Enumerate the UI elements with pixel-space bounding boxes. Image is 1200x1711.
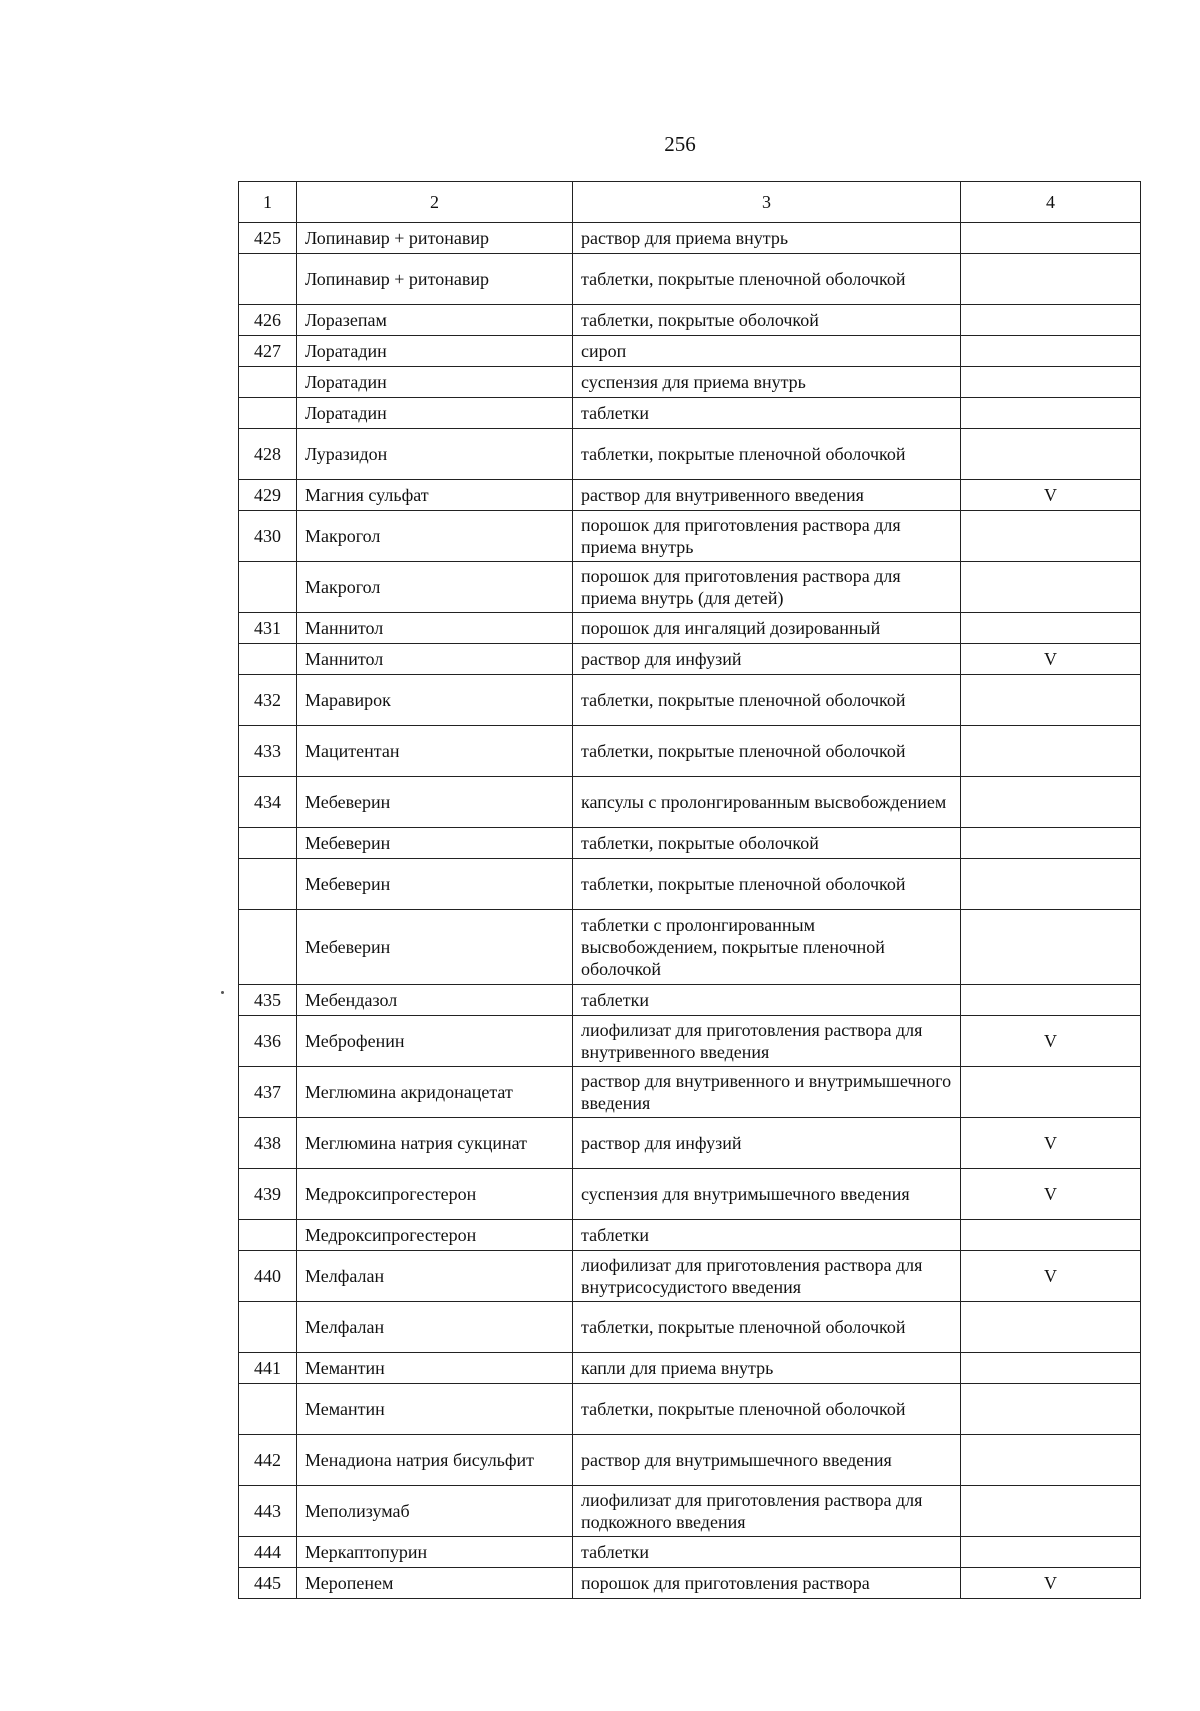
row-number-cell: 433	[239, 726, 297, 777]
table-row	[239, 429, 1141, 480]
table-row	[239, 1220, 1141, 1251]
mark-cell	[961, 1384, 1141, 1435]
mark-cell	[961, 1537, 1141, 1568]
dosage-form-cell: таблетки, покрытые пленочной оболочкой	[573, 254, 961, 305]
row-number-cell	[239, 1302, 297, 1353]
table-body	[239, 223, 1141, 1599]
mark-cell	[961, 511, 1141, 562]
mark-cell: V	[961, 1568, 1141, 1599]
drug-name-cell: Медроксипрогестерон	[297, 1220, 573, 1251]
table-row	[239, 336, 1141, 367]
table-row	[239, 254, 1141, 305]
drug-name-cell: Макрогол	[297, 562, 573, 613]
table-row	[239, 305, 1141, 336]
table-row	[239, 1118, 1141, 1169]
row-number-cell: 434	[239, 777, 297, 828]
table-row	[239, 1067, 1141, 1118]
drug-name-cell: Лоратадин	[297, 398, 573, 429]
dosage-form-cell: капли для приема внутрь	[573, 1353, 961, 1384]
row-number-cell: 431	[239, 613, 297, 644]
drug-name-cell: Меглюмина акридонацетат	[297, 1067, 573, 1118]
drug-name-cell: Мемантин	[297, 1384, 573, 1435]
dosage-form-cell: порошок для приготовления раствора	[573, 1568, 961, 1599]
mark-cell	[961, 675, 1141, 726]
row-number-cell	[239, 398, 297, 429]
drug-name-cell: Макрогол	[297, 511, 573, 562]
dosage-form-cell: таблетки	[573, 1220, 961, 1251]
mark-cell: V	[961, 1169, 1141, 1220]
table-row	[239, 1353, 1141, 1384]
dosage-form-cell: таблетки, покрытые пленочной оболочкой	[573, 859, 961, 910]
table-row	[239, 859, 1141, 910]
drug-name-cell: Луразидон	[297, 429, 573, 480]
drug-name-cell: Магния сульфат	[297, 480, 573, 511]
table-row	[239, 1016, 1141, 1067]
dosage-form-cell: суспензия для внутримышечного введения	[573, 1169, 961, 1220]
table-row	[239, 511, 1141, 562]
dosage-form-cell: таблетки, покрытые пленочной оболочкой	[573, 429, 961, 480]
mark-cell	[961, 562, 1141, 613]
dosage-form-cell: таблетки, покрытые пленочной оболочкой	[573, 1384, 961, 1435]
row-number-cell	[239, 910, 297, 985]
table-row	[239, 675, 1141, 726]
dosage-form-cell: таблетки, покрытые пленочной оболочкой	[573, 675, 961, 726]
row-number-cell: 438	[239, 1118, 297, 1169]
mark-cell	[961, 613, 1141, 644]
table-row	[239, 398, 1141, 429]
dosage-form-cell: таблетки, покрытые оболочкой	[573, 828, 961, 859]
dosage-form-cell: раствор для приема внутрь	[573, 223, 961, 254]
drug-name-cell: Мелфалан	[297, 1302, 573, 1353]
dosage-form-cell: лиофилизат для приготовления раствора для внутрисосудистого введения	[573, 1251, 961, 1302]
mark-cell	[961, 336, 1141, 367]
table-row	[239, 613, 1141, 644]
mark-cell	[961, 859, 1141, 910]
mark-cell	[961, 828, 1141, 859]
drug-name-cell: Лопинавир + ритонавир	[297, 223, 573, 254]
dosage-form-cell: таблетки	[573, 1537, 961, 1568]
table-row	[239, 644, 1141, 675]
row-number-cell: 437	[239, 1067, 297, 1118]
mark-cell	[961, 777, 1141, 828]
drug-name-cell: Лоразепам	[297, 305, 573, 336]
drug-name-cell: Маннитол	[297, 613, 573, 644]
drug-name-cell: Мебендазол	[297, 985, 573, 1016]
row-number-cell	[239, 828, 297, 859]
row-number-cell: 435	[239, 985, 297, 1016]
page-number: 256	[664, 132, 696, 156]
mark-cell	[961, 367, 1141, 398]
mark-cell: V	[961, 644, 1141, 675]
dosage-form-cell: порошок для приготовления раствора для приема внутрь	[573, 511, 961, 562]
drug-name-cell: Менадиона натрия бисульфит	[297, 1435, 573, 1486]
mark-cell: V	[961, 480, 1141, 511]
drug-name-cell: Лоратадин	[297, 336, 573, 367]
row-number-cell	[239, 1384, 297, 1435]
drug-name-cell: Маннитол	[297, 644, 573, 675]
row-number-cell: 430	[239, 511, 297, 562]
mark-cell	[961, 985, 1141, 1016]
dosage-form-cell: таблетки	[573, 398, 961, 429]
scan-speck	[221, 991, 224, 994]
dosage-form-cell: раствор для инфузий	[573, 1118, 961, 1169]
drug-name-cell: Мебеверин	[297, 910, 573, 985]
column-header-4: 4	[961, 182, 1141, 223]
dosage-form-cell: таблетки с пролонгированным высвобождением, покрытые пленочной оболочкой	[573, 910, 961, 985]
row-number-cell: 436	[239, 1016, 297, 1067]
row-number-cell: 427	[239, 336, 297, 367]
column-header-2: 2	[297, 182, 573, 223]
mark-cell	[961, 1220, 1141, 1251]
drug-name-cell: Мацитентан	[297, 726, 573, 777]
dosage-form-cell: таблетки, покрытые пленочной оболочкой	[573, 1302, 961, 1353]
drug-name-cell: Меропенем	[297, 1568, 573, 1599]
row-number-cell: 440	[239, 1251, 297, 1302]
table-row	[239, 480, 1141, 511]
drug-name-cell: Медроксипрогестерон	[297, 1169, 573, 1220]
column-header-1: 1	[239, 182, 297, 223]
row-number-cell: 444	[239, 1537, 297, 1568]
table-row	[239, 1251, 1141, 1302]
row-number-cell	[239, 644, 297, 675]
table-row	[239, 1486, 1141, 1537]
table-row	[239, 1384, 1141, 1435]
drug-name-cell: Мебеверин	[297, 777, 573, 828]
column-header-3: 3	[573, 182, 961, 223]
mark-cell	[961, 1435, 1141, 1486]
table-row	[239, 1537, 1141, 1568]
drug-name-cell: Меброфенин	[297, 1016, 573, 1067]
table-row	[239, 726, 1141, 777]
row-number-cell: 432	[239, 675, 297, 726]
dosage-form-cell: раствор для внутримышечного введения	[573, 1435, 961, 1486]
row-number-cell: 441	[239, 1353, 297, 1384]
drug-name-cell: Мемантин	[297, 1353, 573, 1384]
drug-name-cell: Лопинавир + ритонавир	[297, 254, 573, 305]
table-row	[239, 562, 1141, 613]
mark-cell	[961, 305, 1141, 336]
mark-cell	[961, 429, 1141, 480]
mark-cell	[961, 1486, 1141, 1537]
dosage-form-cell: капсулы с пролонгированным высвобождением	[573, 777, 961, 828]
dosage-form-cell: лиофилизат для приготовления раствора для внутривенного введения	[573, 1016, 961, 1067]
table-row	[239, 367, 1141, 398]
drug-name-cell: Лоратадин	[297, 367, 573, 398]
dosage-form-cell: таблетки, покрытые оболочкой	[573, 305, 961, 336]
table-row	[239, 1169, 1141, 1220]
dosage-form-cell: порошок для ингаляций дозированный	[573, 613, 961, 644]
row-number-cell	[239, 367, 297, 398]
dosage-form-cell: лиофилизат для приготовления раствора для подкожного введения	[573, 1486, 961, 1537]
dosage-form-cell: раствор для внутривенного введения	[573, 480, 961, 511]
table-row	[239, 223, 1141, 254]
row-number-cell: 426	[239, 305, 297, 336]
drug-name-cell: Меркаптопурин	[297, 1537, 573, 1568]
drug-name-cell: Маравирок	[297, 675, 573, 726]
table-row	[239, 828, 1141, 859]
table-header-row	[239, 182, 1141, 223]
mark-cell	[961, 1302, 1141, 1353]
row-number-cell: 429	[239, 480, 297, 511]
table-row	[239, 985, 1141, 1016]
table-row	[239, 1435, 1141, 1486]
drug-table	[238, 181, 1141, 1599]
row-number-cell	[239, 859, 297, 910]
drug-name-cell: Мебеверин	[297, 828, 573, 859]
table-row	[239, 1568, 1141, 1599]
mark-cell	[961, 1067, 1141, 1118]
table-row	[239, 910, 1141, 985]
drug-name-cell: Меполизумаб	[297, 1486, 573, 1537]
row-number-cell: 425	[239, 223, 297, 254]
drug-name-cell: Мебеверин	[297, 859, 573, 910]
mark-cell	[961, 726, 1141, 777]
mark-cell	[961, 1353, 1141, 1384]
dosage-form-cell: суспензия для приема внутрь	[573, 367, 961, 398]
drug-name-cell: Меглюмина натрия сукцинат	[297, 1118, 573, 1169]
mark-cell	[961, 254, 1141, 305]
dosage-form-cell: таблетки, покрытые пленочной оболочкой	[573, 726, 961, 777]
dosage-form-cell: раствор для внутривенного и внутримышечного введения	[573, 1067, 961, 1118]
mark-cell	[961, 910, 1141, 985]
dosage-form-cell: таблетки	[573, 985, 961, 1016]
row-number-cell: 439	[239, 1169, 297, 1220]
row-number-cell	[239, 562, 297, 613]
mark-cell: V	[961, 1118, 1141, 1169]
row-number-cell: 443	[239, 1486, 297, 1537]
row-number-cell: 428	[239, 429, 297, 480]
dosage-form-cell: сироп	[573, 336, 961, 367]
table-row	[239, 777, 1141, 828]
table-row	[239, 1302, 1141, 1353]
row-number-cell	[239, 1220, 297, 1251]
mark-cell	[961, 223, 1141, 254]
mark-cell: V	[961, 1251, 1141, 1302]
row-number-cell: 445	[239, 1568, 297, 1599]
row-number-cell	[239, 254, 297, 305]
mark-cell: V	[961, 1016, 1141, 1067]
drug-name-cell: Мелфалан	[297, 1251, 573, 1302]
dosage-form-cell: порошок для приготовления раствора для приема внутрь (для детей)	[573, 562, 961, 613]
dosage-form-cell: раствор для инфузий	[573, 644, 961, 675]
mark-cell	[961, 398, 1141, 429]
row-number-cell: 442	[239, 1435, 297, 1486]
